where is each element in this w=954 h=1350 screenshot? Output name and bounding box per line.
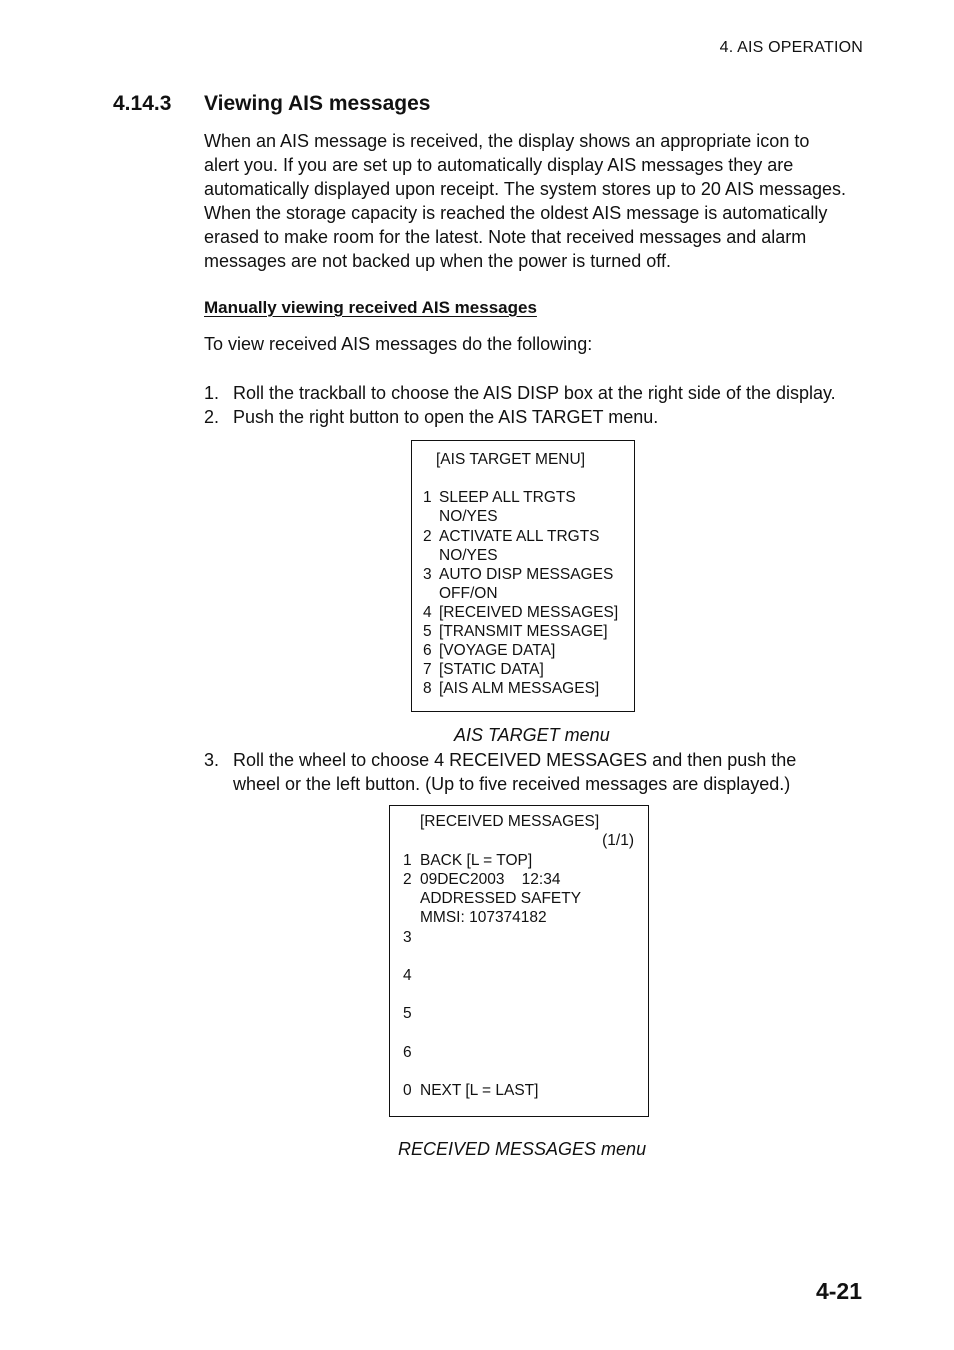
intro-line: messages are not backed up when the power is turned off. — [204, 251, 671, 271]
menu-item-num: 1 — [423, 489, 432, 506]
menu-item-num: 7 — [423, 661, 432, 678]
intro-line: When an AIS message is received, the display shows an appropriate icon to — [204, 131, 810, 151]
received-messages-caption: RECEIVED MESSAGES menu — [398, 1139, 647, 1159]
menu-item-num: 5 — [423, 623, 432, 640]
step-number: 2. — [204, 407, 220, 427]
section-title: Viewing AIS messages — [204, 92, 431, 115]
step-text: wheel or the left button. (Up to five received messages are displayed.) — [233, 774, 791, 794]
lead-text: To view received AIS messages do the following: — [204, 334, 593, 354]
menu-item-text: BACK [L = TOP] — [420, 852, 533, 869]
menu-item-num: 2 — [403, 871, 412, 888]
step-text: Roll the wheel to choose 4 RECEIVED MESSAGES and then push the — [233, 750, 797, 770]
step-text: Roll the trackball to choose the AIS DISP box at the right side of the display. — [233, 383, 836, 403]
intro-paragraph — [204, 129, 874, 273]
menu-item-text: [VOYAGE DATA] — [439, 642, 556, 659]
menu-item-text: MMSI: 107374182 — [420, 909, 547, 926]
menu-item-text: AUTO DISP MESSAGES — [439, 566, 614, 583]
menu-item-num: 5 — [403, 1005, 412, 1022]
menu-item-text: SLEEP ALL TRGTS — [439, 489, 576, 506]
page-indicator: (1/1) — [602, 832, 634, 849]
running-header: 4. AIS OPERATION — [719, 39, 863, 56]
menu-title: [RECEIVED MESSAGES] — [420, 813, 600, 830]
menu-item-text: NO/YES — [439, 547, 498, 564]
menu-title: [AIS TARGET MENU] — [436, 451, 585, 468]
received-messages-menu — [389, 805, 649, 1117]
menu-item-num: 6 — [423, 642, 432, 659]
ais-target-menu — [411, 440, 635, 712]
menu-item-text: [AIS ALM MESSAGES] — [439, 680, 600, 697]
menu-item-num: 1 — [403, 852, 412, 869]
menu-item-num: 3 — [423, 566, 432, 583]
step-text: Push the right button to open the AIS TARGET menu. — [233, 407, 659, 427]
menu-item-text: NEXT [L = LAST] — [420, 1082, 539, 1099]
section-number: 4.14.3 — [113, 92, 172, 115]
menu-item-text: ACTIVATE ALL TRGTS — [439, 528, 600, 545]
intro-line: alert you. If you are set up to automatically display AIS messages they are — [204, 155, 794, 175]
menu-item-num: 2 — [423, 528, 432, 545]
intro-line: erased to make room for the latest. Note that received messages and alarm — [204, 227, 807, 247]
page-number: 4-21 — [815, 1278, 862, 1304]
menu-item-num: 4 — [403, 967, 412, 984]
menu-item-num: 3 — [403, 929, 412, 946]
menu-item-num: 8 — [423, 680, 432, 697]
menu-item-num: 0 — [403, 1082, 412, 1099]
intro-line: automatically displayed upon receipt. The system stores up to 20 AIS messages. — [204, 179, 847, 199]
menu-item-text: 09DEC2003 12:34 — [420, 871, 561, 888]
menu-item-text: [STATIC DATA] — [439, 661, 544, 678]
menu-item-text: OFF/ON — [439, 585, 498, 602]
menu-item-text: [RECEIVED MESSAGES] — [439, 604, 619, 621]
ais-target-menu-caption: AIS TARGET menu — [454, 725, 610, 745]
subheading: Manually viewing received AIS messages — [204, 298, 537, 317]
intro-line: When the storage capacity is reached the oldest AIS message is automatically — [204, 203, 828, 223]
step-number: 3. — [204, 750, 220, 770]
menu-item-text: ADDRESSED SAFETY — [420, 890, 582, 907]
menu-item-num: 6 — [403, 1044, 412, 1061]
menu-item-num: 4 — [423, 604, 432, 621]
menu-item-text: NO/YES — [439, 508, 498, 525]
menu-item-text: [TRANSMIT MESSAGE] — [439, 623, 608, 640]
step-number: 1. — [204, 383, 220, 403]
